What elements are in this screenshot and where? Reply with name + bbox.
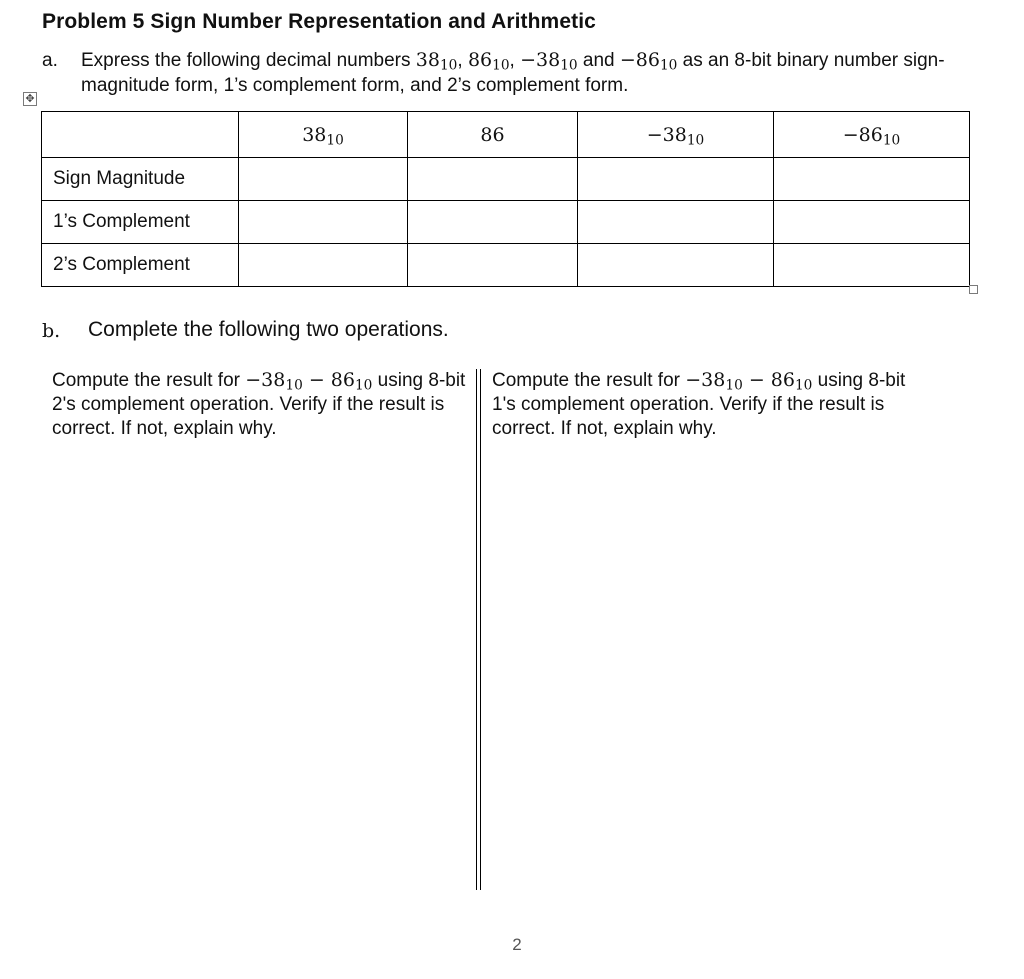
separator: , (457, 50, 463, 71)
part-b-label: b. (42, 320, 61, 342)
answer-cell[interactable] (239, 244, 408, 287)
row-label-ones-complement[interactable]: 1’s Complement (42, 201, 239, 244)
move-handle-icon[interactable]: ✥ (23, 92, 37, 106)
table-corner-cell[interactable] (42, 112, 239, 158)
resize-handle-icon[interactable] (969, 285, 978, 294)
number-neg-86: $-86_{10}$ (619, 49, 678, 74)
answer-cell[interactable] (408, 158, 578, 201)
number-38: $38_{10}$ (415, 49, 458, 74)
row-label-twos-complement[interactable]: 2’s Complement (42, 244, 239, 287)
table-row (42, 201, 970, 244)
separator: , (509, 50, 515, 71)
page-number: 2 (512, 935, 522, 954)
answer-cell[interactable] (239, 201, 408, 244)
part-a-suffix: as an 8-bit binary number sign-magnitude form, 1’s complement form, and 2’s complement form. (81, 50, 945, 96)
answer-cell[interactable] (774, 201, 970, 244)
header-cell[interactable]: $38_{10}$ (239, 112, 408, 158)
answer-cell[interactable] (578, 244, 774, 287)
header-cell[interactable]: $-86_{10}$ (774, 112, 970, 158)
column-divider (476, 369, 481, 890)
answer-cell[interactable] (408, 201, 578, 244)
and-word: and (582, 50, 615, 71)
row-label-sign-magnitude[interactable]: Sign Magnitude (42, 158, 239, 201)
header-cell[interactable]: $-38_{10}$ (578, 112, 774, 158)
answer-cell[interactable] (774, 158, 970, 201)
number-86: $86_{10}$ (467, 49, 510, 74)
part-a-label: a. (42, 50, 58, 71)
problem-title: Problem 5 Sign Number Representation and Arithmetic (42, 10, 596, 33)
answer-cell[interactable] (408, 244, 578, 287)
answer-cell[interactable] (578, 158, 774, 201)
part-b-text: Complete the following two operations. (88, 318, 449, 341)
answer-cell[interactable] (774, 244, 970, 287)
answer-cell[interactable] (578, 201, 774, 244)
number-neg-38: $-38_{10}$ (520, 49, 578, 74)
table-row (42, 244, 970, 287)
operation-right[interactable]: Compute the result for $-38_{10} - 86_{10}$ using 8-bit 1's complement operation. Verify if the result is correct. If not, explain why. (492, 369, 906, 439)
representation-table (41, 111, 970, 287)
part-a-text (81, 48, 1006, 98)
operation-left[interactable]: Compute the result for $-38_{10} - 86_{10}$ using 8-bit 2's complement operation. Verify if the result is correct. If not, explain why. (52, 369, 466, 439)
answer-cell[interactable] (239, 158, 408, 201)
table-header-row (42, 112, 970, 158)
header-cell[interactable]: 86 (408, 112, 578, 158)
table-row (42, 158, 970, 201)
part-a-prefix: Express the following decimal numbers (81, 50, 411, 71)
